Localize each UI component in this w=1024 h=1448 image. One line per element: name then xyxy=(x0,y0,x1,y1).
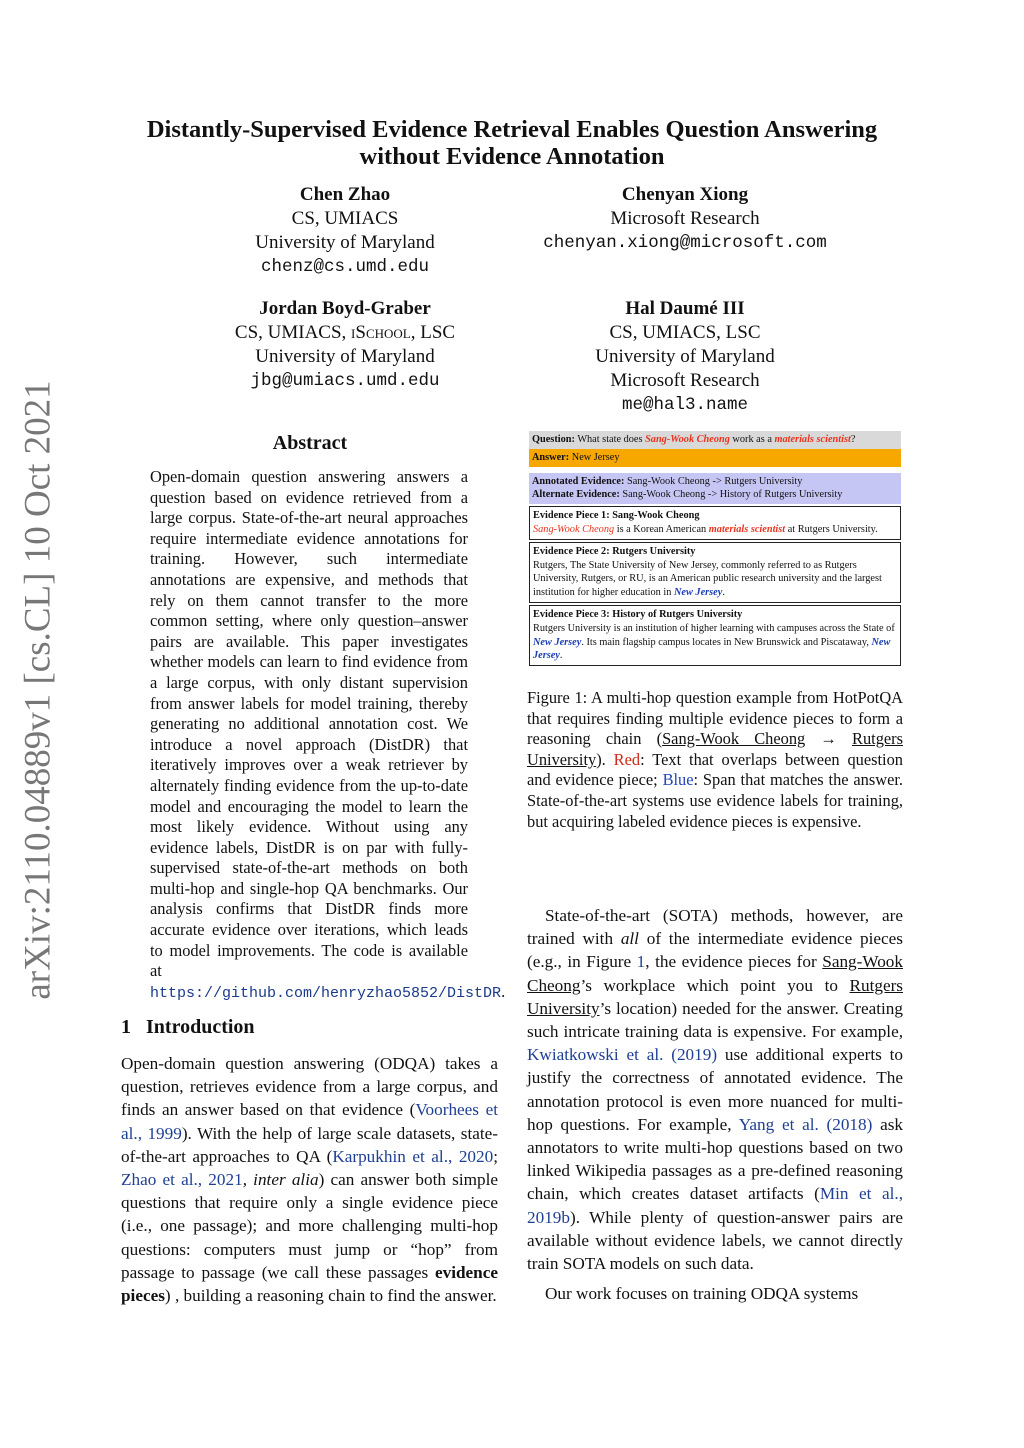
citation-link[interactable]: Kwiatkowski et al. (2019) xyxy=(527,1045,718,1065)
caption-underlined: Rutgers University xyxy=(527,729,904,769)
fig-red: Sang-Wook Cheong xyxy=(645,434,730,445)
title-line-1: Distantly-Supervised Evidence Retrieval Enables Question Answering xyxy=(146,116,878,143)
figure-1 xyxy=(529,431,901,666)
author-name: Chenyan Xiong xyxy=(621,184,749,205)
caption-text: → xyxy=(805,729,853,749)
figure-ref-link[interactable]: 1 xyxy=(636,952,646,972)
author-affiliation: University of Maryland xyxy=(595,346,775,367)
paragraph xyxy=(527,904,903,1275)
author-block-2 xyxy=(520,183,850,255)
caption-text: Figure 1: A multi-hop question example from HotPotQA that requires finding multiple evidence pieces to form a reasoning chain ( xyxy=(527,688,903,749)
evidence-piece-2 xyxy=(529,542,901,603)
caption-red-label: Red xyxy=(613,749,641,769)
intro-text: ) , building a reasoning chain to find the answer. xyxy=(164,1286,497,1306)
author-affiliation: University of Maryland xyxy=(255,346,435,367)
fig-label: Question: xyxy=(532,434,575,445)
fig-red: Sang-Wook Cheong xyxy=(533,523,615,535)
section-heading xyxy=(121,1016,255,1039)
code-link[interactable]: https://github.com/henryzhao5852/DistDR xyxy=(150,984,502,1002)
author-email: chenyan.xiong@microsoft.com xyxy=(543,233,827,253)
caption-text: : Span that matches the answer. State-of-the-art systems use evidence labels for training, but acquiring labeled evidence pieces is expensive. xyxy=(527,770,903,831)
fig-text: What state does xyxy=(577,434,646,445)
fig-red: materials scientist xyxy=(774,434,851,445)
abstract-body xyxy=(150,467,506,1004)
abstract-end: . xyxy=(501,981,506,1001)
author-name: Hal Daumé III xyxy=(625,298,745,319)
author-name: Chen Zhao xyxy=(299,184,391,205)
author-email: me@hal3.name xyxy=(621,395,749,415)
fig-label: Alternate Evidence: xyxy=(532,489,620,501)
evidence-piece-1 xyxy=(529,506,901,540)
fig-blue: New Jersey xyxy=(673,587,723,599)
fig-label: Annotated Evidence: xyxy=(532,475,625,487)
body-text: ’s location) needed for the answer. Creating such intricate training data is expensive. For example, xyxy=(527,998,903,1042)
fig-red: materials scientist xyxy=(708,523,786,535)
intro-text: ). With the help of large scale datasets, state-of-the-art approaches to QA ( xyxy=(121,1123,499,1166)
body-text: of the intermediate evidence pieces (e.g., in Figure xyxy=(527,929,903,972)
author-email: jbg@umiacs.umd.edu xyxy=(250,371,440,391)
author-affiliation: CS, UMIACS xyxy=(291,208,399,229)
author-affiliation: CS, UMIACS, iSchool, LSC xyxy=(234,322,456,343)
fig-text: New Jersey xyxy=(571,451,620,463)
caption-underlined: Sang-Wook Cheong xyxy=(662,729,806,749)
fig-text: work as a xyxy=(729,434,775,445)
caption-blue-label: Blue xyxy=(662,770,694,790)
citation-link[interactable]: Yang et al. (2018) xyxy=(738,1114,873,1134)
right-column-body xyxy=(527,904,903,1312)
fig-text: . xyxy=(559,650,563,662)
author-affiliation: Microsoft Research xyxy=(610,208,760,229)
fig-label: Evidence Piece 3: History of Rutgers University xyxy=(533,608,743,620)
figure-evidence-row xyxy=(529,473,901,505)
fig-text: Rutgers, The State University of New Jersey, commonly referred to as Rutgers University, Rutgers, or RU, is an American public research university and the largest institution for higher education in xyxy=(533,559,882,599)
caption-text: : Text that overlaps between question and evidence piece; xyxy=(527,749,904,790)
citation-link[interactable]: Min et al., 2019b xyxy=(527,1184,904,1227)
fig-text: at Rutgers University. xyxy=(785,523,878,535)
fig-blue: New Jersey xyxy=(533,636,891,662)
intro-text: ) can answer both simple questions that require only a single evidence piece (i.e., one passage); and more challenging multi-hop questions: computers must jump or “hop” from passage to passage (we call these passages xyxy=(121,1170,499,1282)
body-italic: all xyxy=(620,929,639,949)
intro-bold: evidence pieces xyxy=(121,1262,498,1306)
body-text: ask annotators to write multi-hop questions based on two linked Wikipedia passages as a pre-defined reasoning chain, which creates dataset artifacts ( xyxy=(527,1114,903,1204)
evidence-piece-3 xyxy=(529,605,901,666)
paper-title xyxy=(0,116,1024,170)
arxiv-identifier xyxy=(8,360,68,1020)
section-title: Introduction xyxy=(146,1016,255,1038)
body-underlined: Rutgers University xyxy=(527,975,903,1018)
body-text: ). While plenty of question-answer pairs are available without evidence labels, we cannot directly train SOTA models on such data. xyxy=(527,1207,903,1274)
section-number: 1 xyxy=(121,1016,131,1038)
author-name: Jordan Boyd-Graber xyxy=(259,298,431,319)
intro-text: Open-domain question answering (ODQA) takes a question, retrieves evidence from a large corpus, and finds an answer based on that evidence ( xyxy=(121,1054,498,1120)
fig-text: Sang-Wook Cheong -> Rutgers University xyxy=(626,475,803,487)
caption-text: ). xyxy=(596,749,614,769)
body-text: , the evidence pieces for xyxy=(645,952,823,972)
intro-text: , inter alia xyxy=(242,1170,319,1190)
figure-question-row xyxy=(529,431,901,449)
fig-text: . Its main flagship campus locates in New Brunswick and Piscataway, xyxy=(581,636,872,648)
title-line-2: without Evidence Annotation xyxy=(359,143,665,170)
fig-text: is a Korean American xyxy=(614,523,709,535)
author-block-4 xyxy=(530,297,840,417)
abstract-text: Open-domain question answering answers a question based on evidence retrieved from a large corpus. State-of-the-art neural approaches require intermediate evidence annotations for training. However, such intermediate annotations are expensive, and methods that rely on them cannot transfer to the more common setting, where only question–answer pairs are available. This paper investigates whether models can learn to find evidence from a large corpus, with only distant supervision from answer labels for model training, thereby generating no additional annotation cost. We introduce a novel approach (DistDR) that iteratively improves over a weak retriever by alternately finding evidence from the up-to-date model and encouraging the model to learn the most likely evidence. Without using any evidence labels, DistDR is on par with fully-supervised state-of-the-art methods on both multi-hop and single-hop QA benchmarks. Our analysis confirms that DistDR finds more accurate evidence over iterations, which leads to model improvements. The code is available at xyxy=(150,467,468,981)
body-text: State-of-the-art (SOTA) methods, however, are trained with xyxy=(527,906,903,949)
author-email: chenz@cs.umd.edu xyxy=(260,257,430,277)
intro-paragraph xyxy=(121,1052,498,1307)
citation-link[interactable]: Zhao et al., 2021 xyxy=(121,1170,243,1190)
fig-blue: New Jersey xyxy=(533,636,582,648)
citation-link[interactable]: Karpukhin et al., 2020 xyxy=(332,1146,494,1166)
fig-text: . xyxy=(722,587,725,599)
citation-link[interactable]: Voorhees et al., 1999 xyxy=(121,1100,498,1143)
abstract-heading: Abstract xyxy=(272,432,348,454)
fig-label: Evidence Piece 2: Rutgers University xyxy=(533,545,696,557)
author-affiliation: University of Maryland xyxy=(255,232,435,253)
body-underlined: Sang-Wook Cheong xyxy=(527,952,903,995)
body-text: use additional experts to justify the correctness of annotated evidence. The annotation protocol is even more nuanced for multi-hop questions. For example, xyxy=(527,1045,903,1134)
author-block-3 xyxy=(190,297,500,393)
intro-text: ; xyxy=(493,1146,498,1166)
fig-text: Sang-Wook Cheong -> History of Rutgers University xyxy=(622,489,843,501)
figure-answer-row xyxy=(529,449,901,467)
body-text: Our work focuses on training ODQA systems xyxy=(545,1284,859,1304)
fig-label: Answer: xyxy=(532,451,570,463)
fig-text: ? xyxy=(850,434,856,445)
author-affiliation: CS, UMIACS, LSC xyxy=(609,322,761,343)
author-affiliation: Microsoft Research xyxy=(610,370,760,391)
fig-text: Rutgers University is an institution of higher learning with campuses across the State of xyxy=(533,622,895,634)
arxiv-id-text: arXiv:2110.04889v1 [cs.CL] 10 Oct 2021 xyxy=(17,380,59,1000)
body-text: ’s workplace which point you to xyxy=(580,975,850,995)
paragraph xyxy=(527,1282,903,1305)
author-block-1 xyxy=(195,183,495,279)
figure-caption xyxy=(527,688,903,832)
fig-label: Evidence Piece 1: Sang-Wook Cheong xyxy=(533,510,700,522)
